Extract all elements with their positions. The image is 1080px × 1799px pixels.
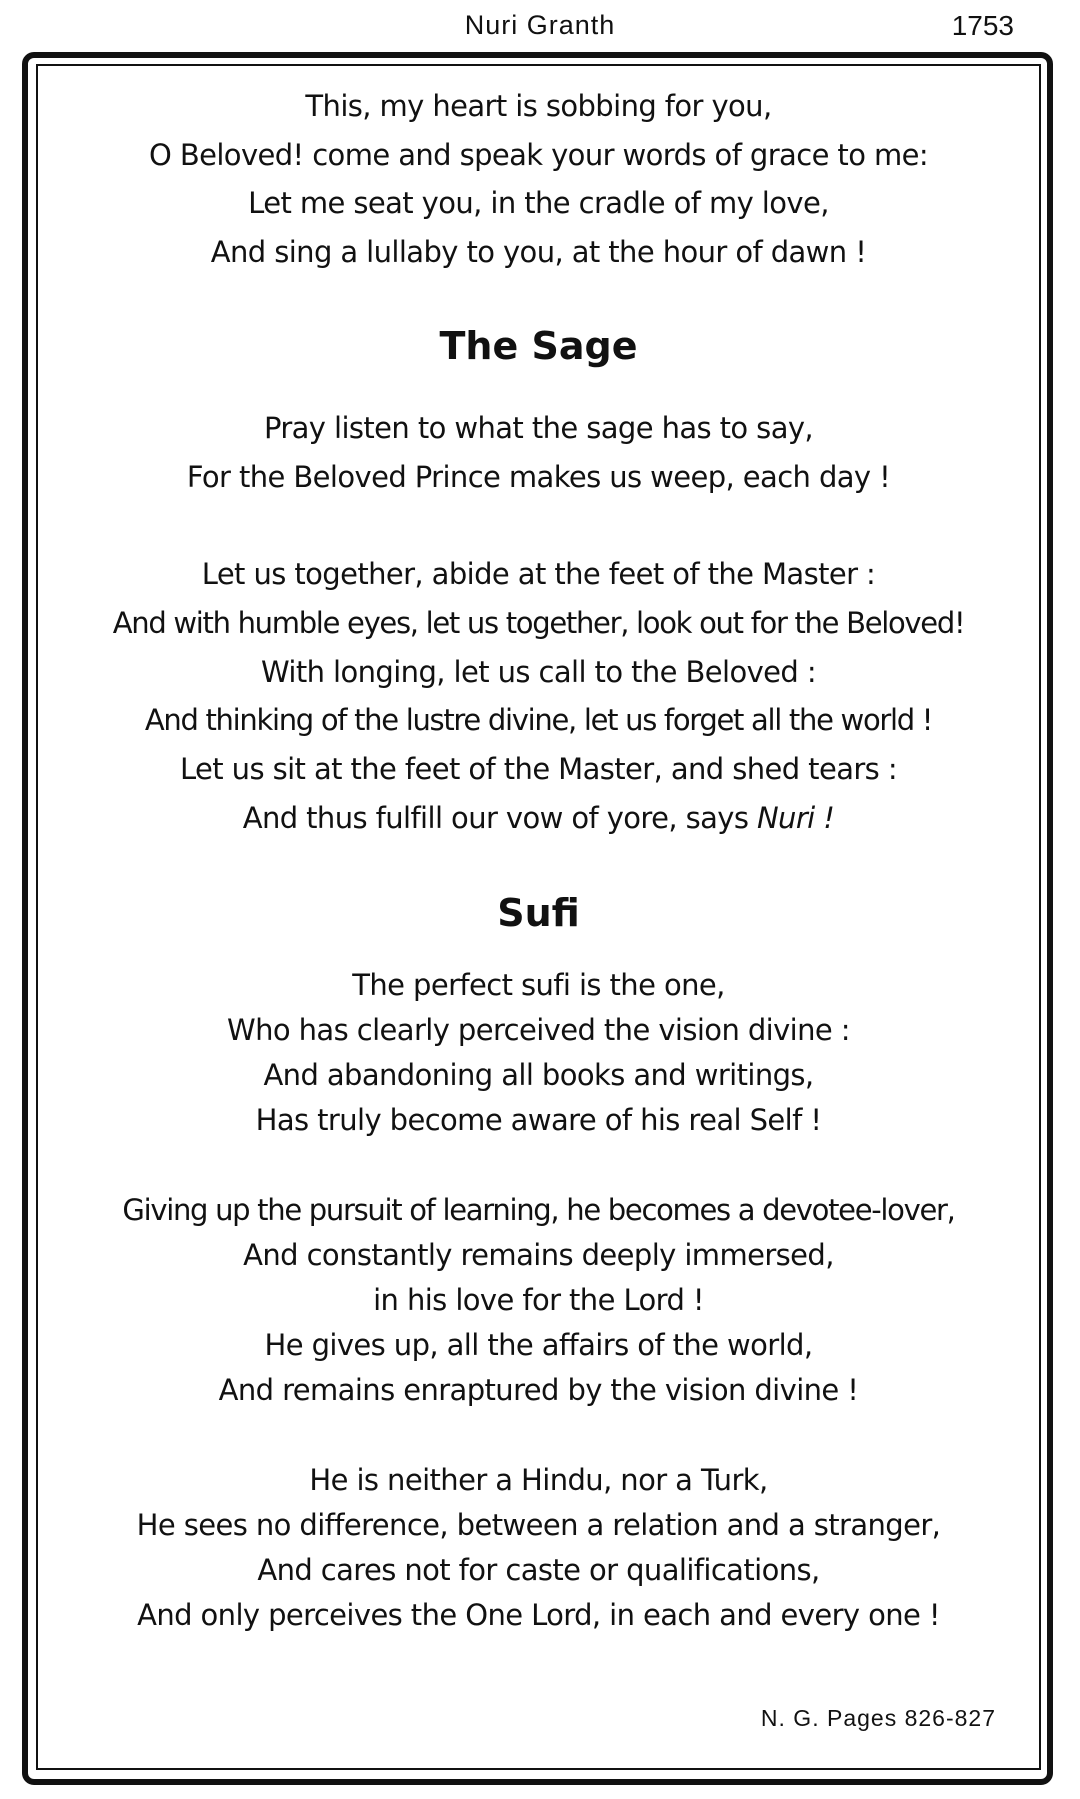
verse-line: He gives up, all the affairs of the world,	[264, 1327, 813, 1362]
author-name: Nuri !	[756, 800, 835, 835]
verse-line: And sing a lullaby to you, at the hour of dawn !	[210, 234, 867, 269]
verse-line: And remains enraptured by the vision divine !	[218, 1372, 859, 1407]
verse-line-closing	[38, 794, 1039, 843]
running-header	[0, 6, 1080, 46]
verse-line: And cares not for caste or qualifications,	[257, 1552, 820, 1587]
verse-line: For the Beloved Prince makes us weep, each day !	[186, 460, 891, 494]
sage-stanza-2	[38, 550, 1039, 843]
verse-line: Let me seat you, in the cradle of my love,	[248, 186, 829, 220]
verse-line: And only perceives the One Lord, in each and every one !	[137, 1597, 940, 1632]
section-heading-sufi: Sufi	[497, 890, 580, 935]
sage-stanza-1	[38, 404, 1039, 502]
verse-line: And abandoning all books and writings,	[263, 1057, 814, 1092]
closing-line-text: And thus fulfill our vow of yore, says	[242, 800, 757, 835]
verse-line: And constantly remains deeply immersed,	[243, 1237, 834, 1272]
verse-line: He is neither a Hindu, nor a Turk,	[309, 1462, 768, 1497]
verse-line: He sees no difference, between a relation and a stranger,	[136, 1507, 941, 1542]
verse-line: Let us sit at the feet of the Master, and shed tears :	[180, 752, 897, 787]
verse-line: And with humble eyes, let us together, look out for the Beloved!	[112, 605, 965, 640]
sufi-stanza-2	[38, 1188, 1039, 1413]
verse-line: And thinking of the lustre divine, let us forget all the world !	[144, 703, 933, 738]
verse-line: in his love for the Lord !	[373, 1282, 704, 1317]
verse-line: This, my heart is sobbing for you,	[305, 89, 772, 123]
verse-line: With longing, let us call to the Beloved :	[260, 654, 817, 689]
opening-stanza	[38, 82, 1039, 276]
verse-line: Has truly become aware of his real Self !	[255, 1102, 822, 1137]
book-title: Nuri Granth	[464, 10, 616, 40]
page-reference: N. G. Pages 826-827	[760, 1705, 996, 1731]
verse-line: Let us together, abide at the feet of the Master :	[201, 557, 876, 591]
verse-line: O Beloved! come and speak your words of grace to me:	[148, 137, 929, 172]
verse-line: Giving up the pursuit of learning, he becomes a devotee-lover,	[122, 1192, 955, 1227]
sufi-stanza-3	[38, 1458, 1039, 1638]
verse-line: The perfect sufi is the one,	[352, 967, 725, 1002]
poem-body	[38, 64, 1039, 1638]
page-number: 1753	[951, 10, 1014, 41]
section-heading-the-sage: The Sage	[439, 324, 638, 368]
verse-line: Pray listen to what the sage has to say,	[263, 411, 814, 445]
verse-line: Who has clearly perceived the vision divine :	[227, 1012, 850, 1047]
sufi-stanza-1	[38, 963, 1039, 1143]
